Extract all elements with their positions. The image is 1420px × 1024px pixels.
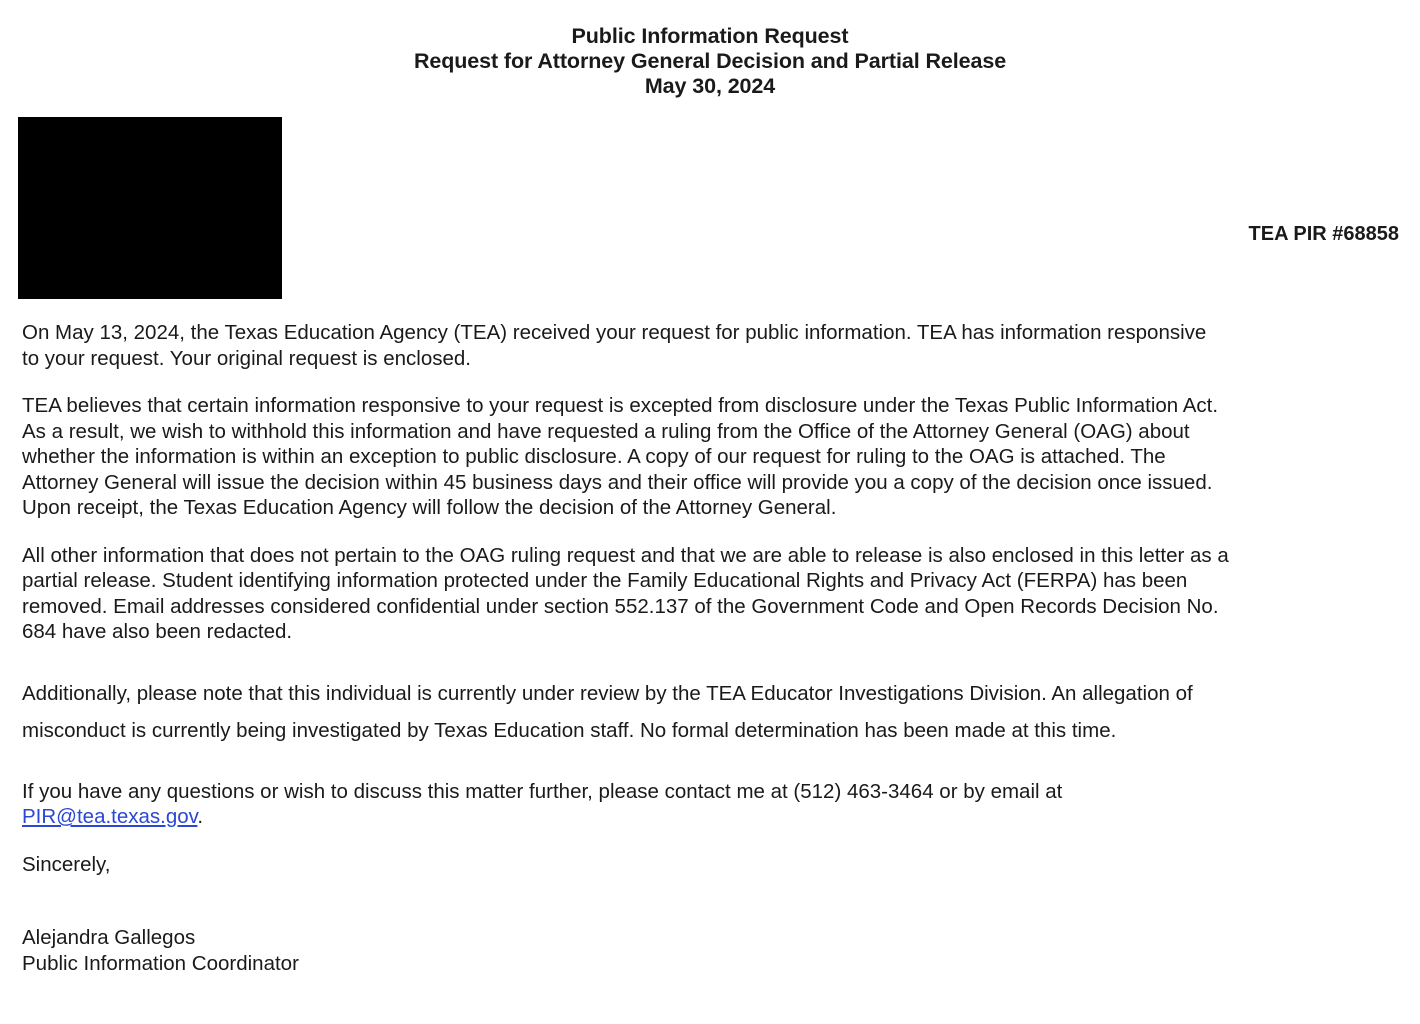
contact-email-line bbox=[22, 804, 1400, 830]
paragraph-spacer bbox=[22, 645, 1400, 675]
paragraph-investigations-notice bbox=[22, 675, 1400, 749]
paragraph-spacer bbox=[22, 830, 1400, 852]
email-trailing-period: . bbox=[197, 805, 204, 828]
header-title-line-2: Request for Attorney General Decision and Partial Release bbox=[413, 49, 1007, 73]
redacted-recipient-address-block bbox=[18, 117, 282, 299]
paragraph-line: If you have any questions or wish to discuss this matter further, please contact me at (512) 463-3464 or by email at bbox=[22, 779, 1063, 803]
paragraph-line: to your request. Your original request is enclosed. bbox=[22, 346, 471, 370]
paragraph-line: TEA believes that certain information responsive to your request is excepted from disclosure under the Texas Public Information Act. bbox=[22, 394, 1219, 417]
paragraph-line: Additionally, please note that this individual is currently under review by the TEA Educator Investigations Division. An allegation of bbox=[22, 681, 1193, 705]
paragraph-line: On May 13, 2024, the Texas Education Agency (TEA) received your request for public information. TEA has information responsive bbox=[22, 321, 1207, 344]
signer-title: Public Information Coordinator bbox=[22, 951, 299, 975]
paragraph-line: As a result, we wish to withhold this information and have requested a ruling from the Office of the Attorney General (OAG) about bbox=[22, 419, 1190, 443]
header-date: May 30, 2024 bbox=[644, 74, 776, 98]
paragraph-spacer bbox=[22, 521, 1400, 543]
paragraph-line: whether the information is within an exception to public disclosure. A copy of our request for ruling to the OAG is attached. The bbox=[22, 445, 1166, 468]
paragraph-line: partial release. Student identifying information protected under the Family Educational Rights and Privacy Act (FERPA) has been bbox=[22, 569, 1188, 592]
paragraph-spacer bbox=[22, 371, 1400, 393]
document-header bbox=[0, 0, 1420, 99]
paragraph-line: misconduct is currently being investigated by Texas Education staff. No formal determination has been made at this time. bbox=[22, 718, 1117, 742]
paragraph-contact-info bbox=[22, 779, 1400, 830]
signature-spacer bbox=[22, 877, 1400, 925]
paragraph-request-received bbox=[22, 320, 1400, 371]
paragraph-line: 684 have also been redacted. bbox=[22, 620, 293, 643]
signature-block bbox=[22, 925, 1400, 976]
closing-salutation: Sincerely, bbox=[22, 852, 111, 876]
paragraph-line: All other information that does not pertain to the OAG ruling request and that we are able to release is also enclosed in this letter as a bbox=[22, 543, 1229, 567]
paragraph-line: removed. Email addresses considered confidential under section 552.137 of the Government Code and Open Records Decision No. bbox=[22, 594, 1219, 618]
document-body bbox=[22, 320, 1400, 976]
paragraph-spacer bbox=[22, 749, 1400, 779]
paragraph-line: Attorney General will issue the decision within 45 business days and their office will provide you a copy of the decision once issued. bbox=[22, 470, 1213, 494]
paragraph-line: Upon receipt, the Texas Education Agency will follow the decision of the Attorney General. bbox=[22, 496, 837, 519]
header-title-line-1: Public Information Request bbox=[571, 24, 849, 48]
paragraph-oag-ruling bbox=[22, 393, 1400, 521]
redaction-block-container bbox=[18, 117, 282, 299]
email-link[interactable]: PIR@tea.texas.gov bbox=[22, 805, 198, 828]
paragraph-partial-release bbox=[22, 543, 1400, 645]
pir-reference-number: TEA PIR #68858 bbox=[1248, 223, 1399, 245]
signer-name: Alejandra Gallegos bbox=[22, 926, 196, 949]
